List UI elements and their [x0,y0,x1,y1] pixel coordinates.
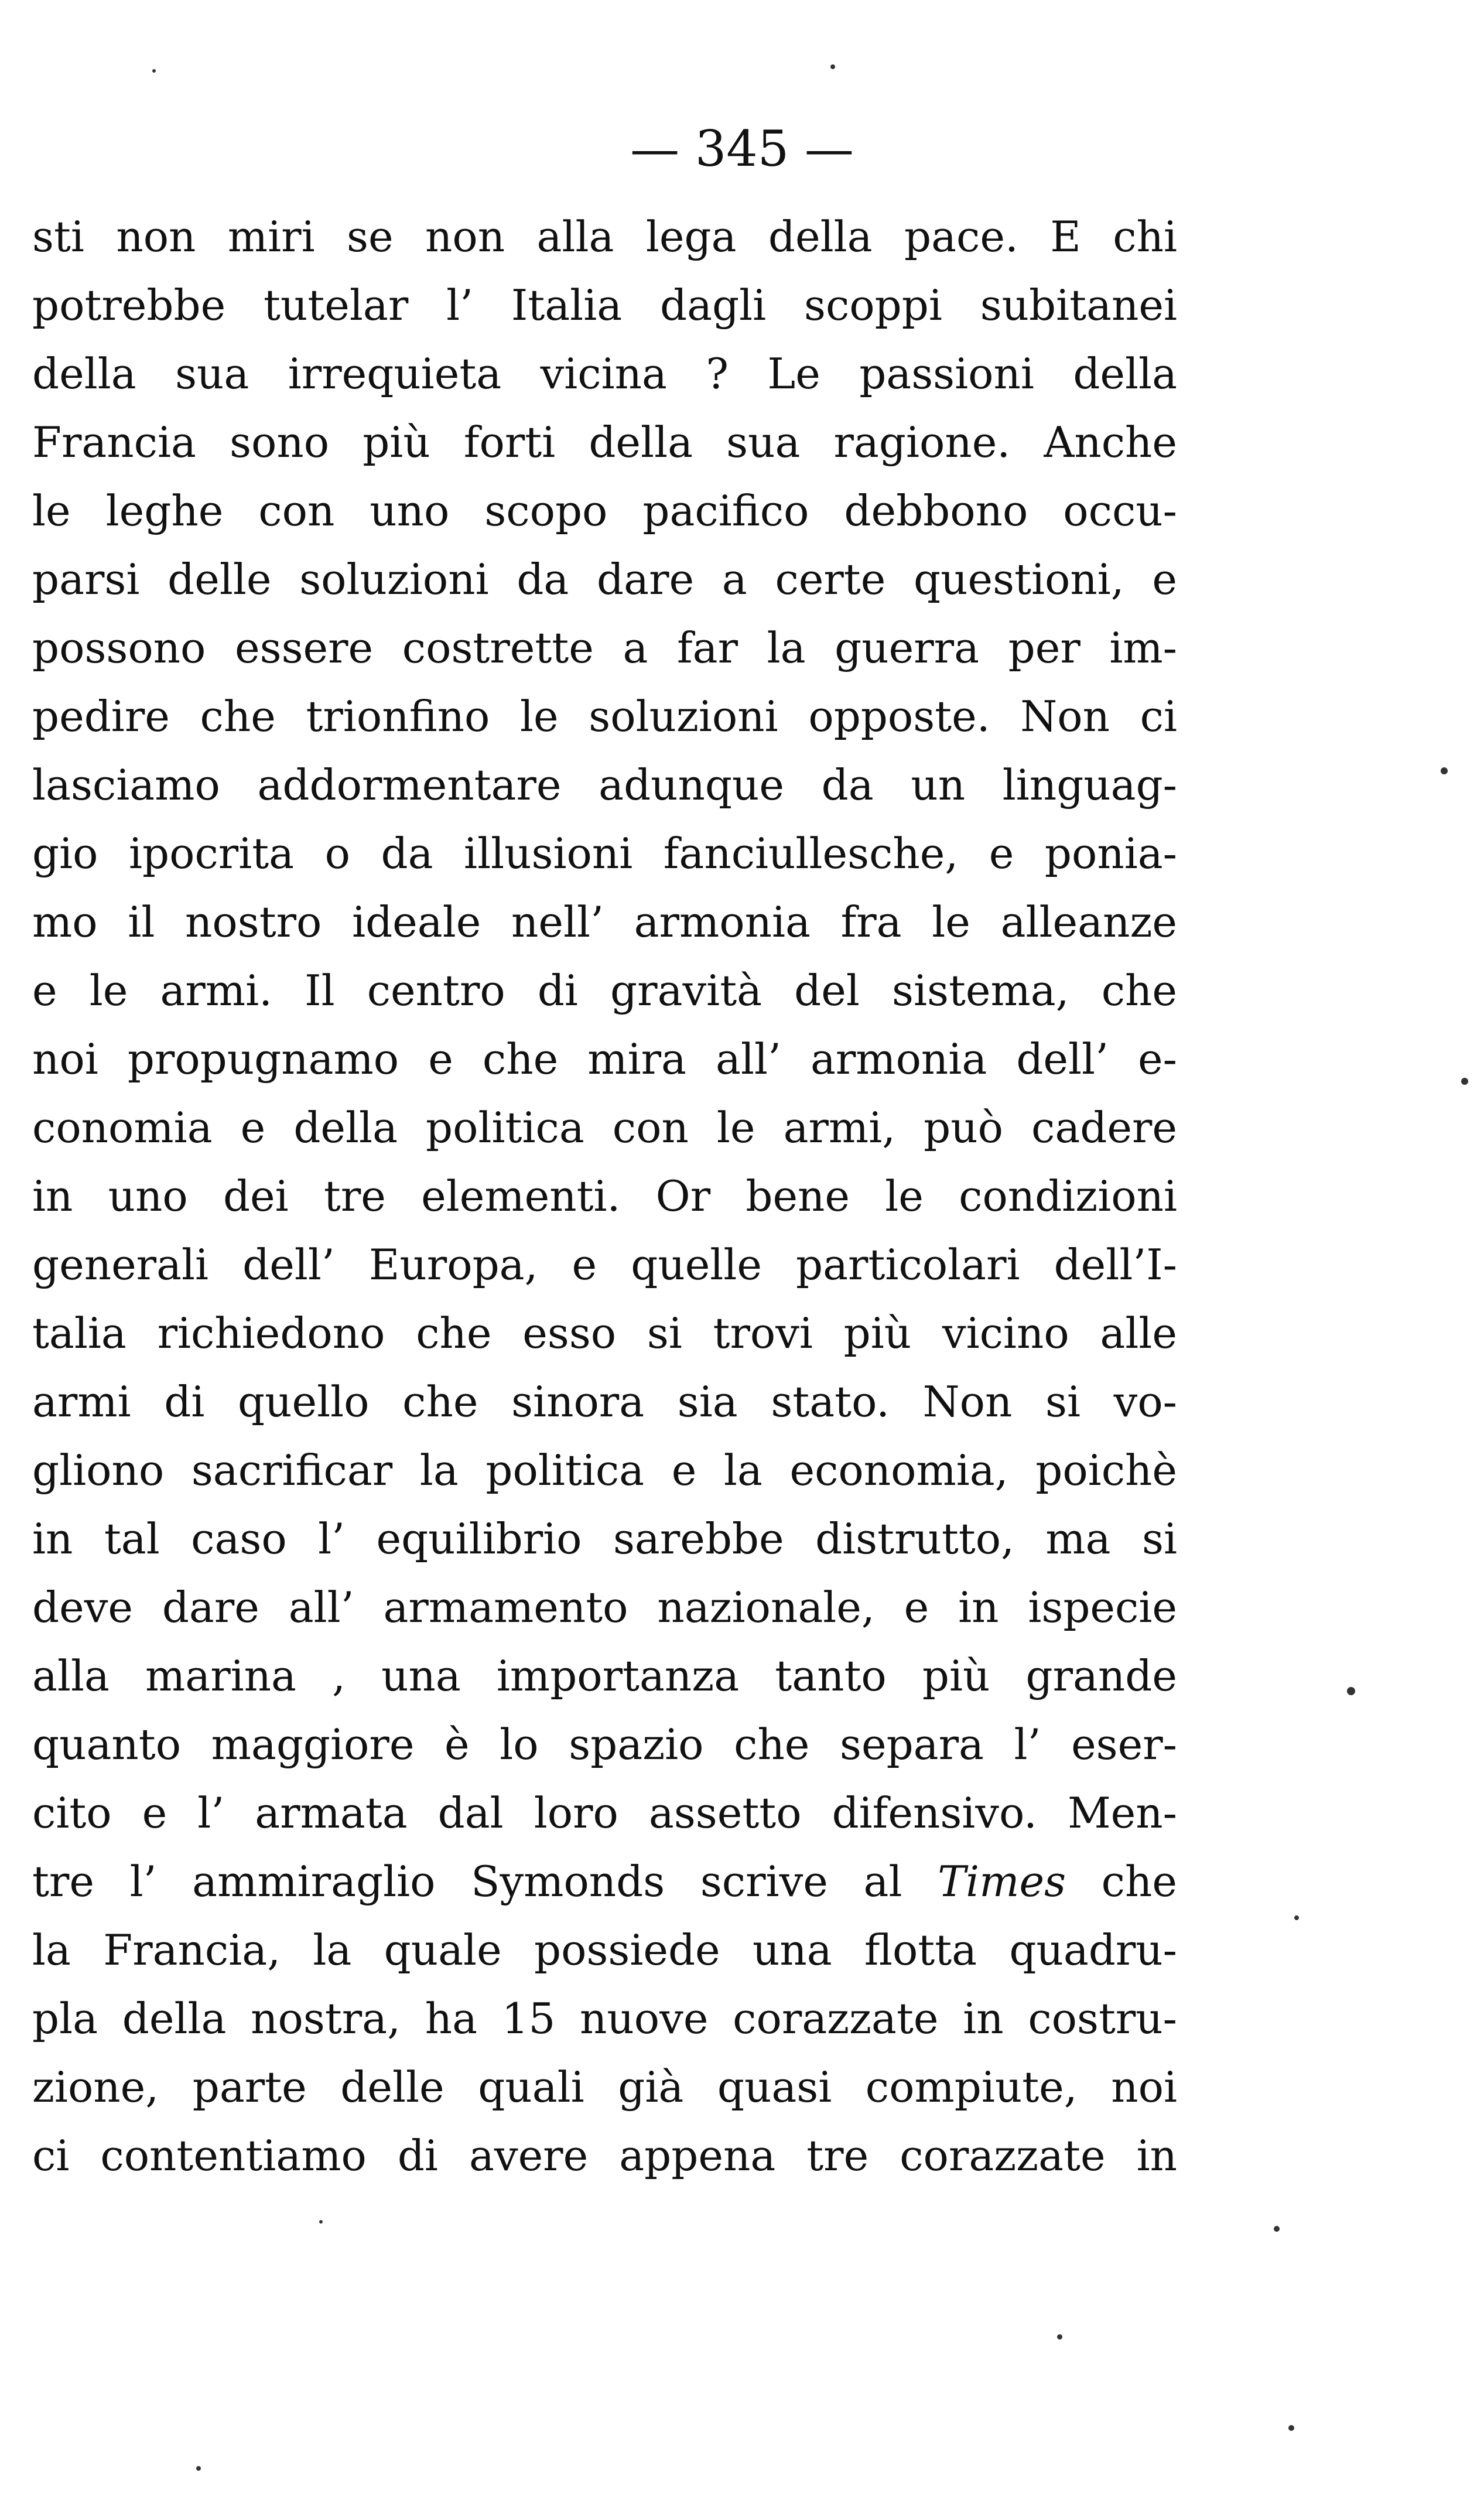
text-line: pla della nostra, ha 15 nuove corazzate in costru- [32,1994,1177,2043]
scan-speck [1461,1078,1468,1085]
text-line: possono essere costrette a far la guerra per im- [32,623,1177,672]
text-line: gio ipocrita o da illusioni fanciullesche, e ponia- [32,829,1177,878]
text-line: lasciamo addormentare adunque da un linguag- [32,760,1177,810]
text-line: zione, parte delle quali già quasi compiute, noi [32,2062,1177,2112]
text-fragment: tre l’ ammiraglio Symonds scrive al [32,1857,938,1906]
text-line: alla marina , una importanza tanto più grande [32,1651,1177,1700]
text-line: quanto maggiore è lo spazio che separa l’ eser- [32,1720,1177,1769]
text-line: deve dare all’ armamento nazionale, e in ispecie [32,1583,1177,1632]
scan-speck [1441,767,1448,774]
text-line: le leghe con uno scopo pacifico debbono occu- [32,486,1177,535]
text-line: pedire che trionfino le soluzioni opposte. Non ci [32,692,1177,741]
text-line: la Francia, la quale possiede una flotta quadru- [32,1925,1177,1975]
page-number: — 345 — [630,120,854,177]
scan-speck [196,2466,201,2471]
scan-speck [1347,1687,1355,1695]
text-line: in tal caso l’ equilibrio sarebbe distrutto, ma si [32,1514,1177,1563]
text-line: potrebbe tutelar l’ Italia dagli scoppi subitanei [32,281,1177,330]
text-line: noi propugnamo e che mira all’ armonia dell’ e- [32,1034,1177,1084]
scan-speck [1294,1915,1299,1920]
text-line: talia richiedono che esso si trovi più vicino alle [32,1309,1177,1358]
text-line: mo il nostro ideale nell’ armonia fra le alleanze [32,897,1177,947]
text-line: cito e l’ armata dal loro assetto difensivo. Men- [32,1788,1177,1838]
text-line: sti non miri se non alla lega della pace. E chi [32,212,1177,261]
scan-speck [152,69,156,73]
text-line: e le armi. Il centro di gravità del sistema, che [32,966,1177,1015]
text-line [32,1847,1177,1916]
text-line: generali dell’ Europa, e quelle particolari dell’I- [32,1240,1177,1289]
text-line: ci contentiamo di avere appena tre corazzate in [32,2131,1177,2180]
body-text [32,203,1177,2190]
text-line: gliono sacrificar la politica e la economia, poichè [32,1446,1177,1495]
scan-speck [830,64,835,69]
text-line: armi di quello che sinora sia stato. Non si vo- [32,1377,1177,1426]
text-line: Francia sono più forti della sua ragione. Anche [32,418,1177,467]
newspaper-title: Times [938,1857,1066,1906]
scan-speck [1274,2226,1280,2232]
scan-speck [1057,2334,1062,2340]
text-line: della sua irrequieta vicina ? Le passioni della [32,349,1177,398]
text-fragment: che [1066,1857,1177,1906]
scan-speck [1288,2425,1294,2431]
text-line: conomia e della politica con le armi, può cadere [32,1103,1177,1152]
text-line: parsi delle soluzioni da dare a certe questioni, e [32,555,1177,604]
text-line: in uno dei tre elementi. Or bene le condizioni [32,1172,1177,1221]
scan-speck [319,2220,323,2224]
